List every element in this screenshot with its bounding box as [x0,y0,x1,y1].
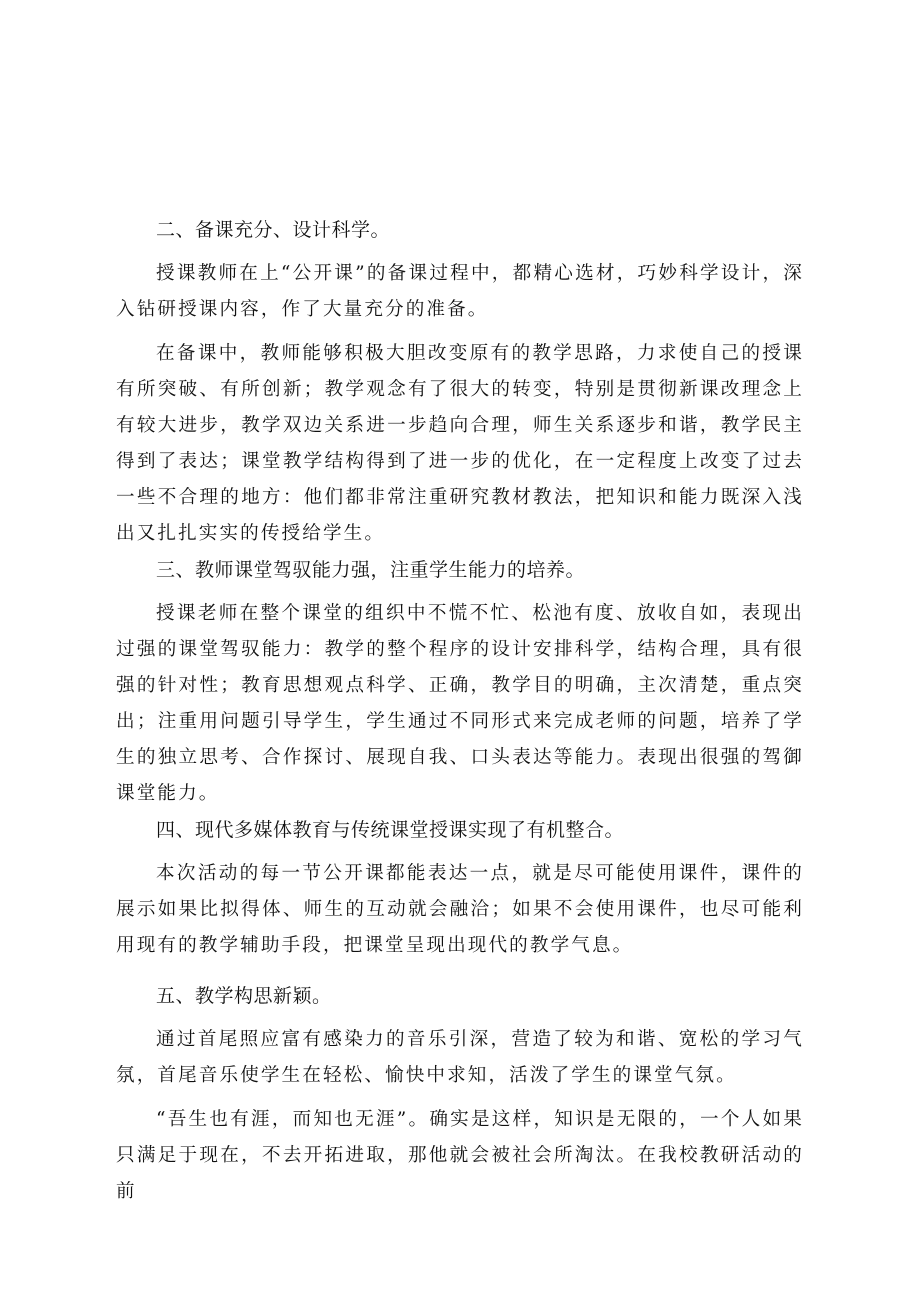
section-3-paragraph-1: 授课老师在整个课堂的组织中不慌不忙、松池有度、放收自如，表现出过强的课堂驾驭能力：教学的整个程序的设计安排科学，结构合理，具有很强的针对性；教育思想观点科学、正确，教学目的明确，主次清楚，重点突出；注重用问题引导学生，学生通过不同形式来完成老师的问题，培养了学生的独立思考、合作探讨、展现自我、口头表达等能力。表现出很强的驾御课堂能力。 [116,603,804,804]
document-body [116,212,804,1210]
section-heading-4: 四、现代多媒体教育与传统课堂授课实现了有机整合。 [156,819,625,841]
section-2-paragraph-1: 授课教师在上“公开课”的备课过程中，都精心选材，巧妙科学设计，深入钻研授课内容，作了大量充分的准备。 [116,263,804,320]
section-heading-3: 三、教师课堂驾驭能力强，注重学生能力的培养。 [156,559,586,581]
section-heading-5: 五、教学构思新颖。 [156,985,332,1007]
section-4-paragraph-1: 本次活动的每一节公开课都能表达一点，就是尽可能使用课件，课件的展示如果比拟得体、师生的互动就会融洽；如果不会使用课件，也尽可能利用现有的教学辅助手段，把课堂呈现出现代的教学气息。 [116,863,804,956]
section-2-paragraph-2: 在备课中，教师能够积极大胆改变原有的教学思路，力求使自己的授课有所突破、有所创新；教学观念有了很大的转变，特别是贯彻新课改理念上有较大进步，教学双边关系进一步趋向合理，师生关系逐步和谐，教学民主得到了表达；课堂教学结构得到了进一步的优化，在一定程度上改变了过去一些不合理的地方：他们都非常注重研究教材教法，把知识和能力既深入浅出又扎扎实实的传授给学生。 [116,343,804,544]
section-5-paragraph-1: 通过首尾照应富有感染力的音乐引深，营造了较为和谐、宽松的学习气氛，首尾音乐使学生在轻松、愉快中求知，活泼了学生的课堂气氛。 [116,1029,804,1086]
section-heading-2: 二、备课充分、设计科学。 [156,219,391,241]
section-5-paragraph-2: “吾生也有涯，而知也无涯”。确实是这样，知识是无限的，一个人如果只满足于现在，不去开拓进取，那他就会被社会所淘汰。在我校教研活动的前 [116,1109,804,1202]
